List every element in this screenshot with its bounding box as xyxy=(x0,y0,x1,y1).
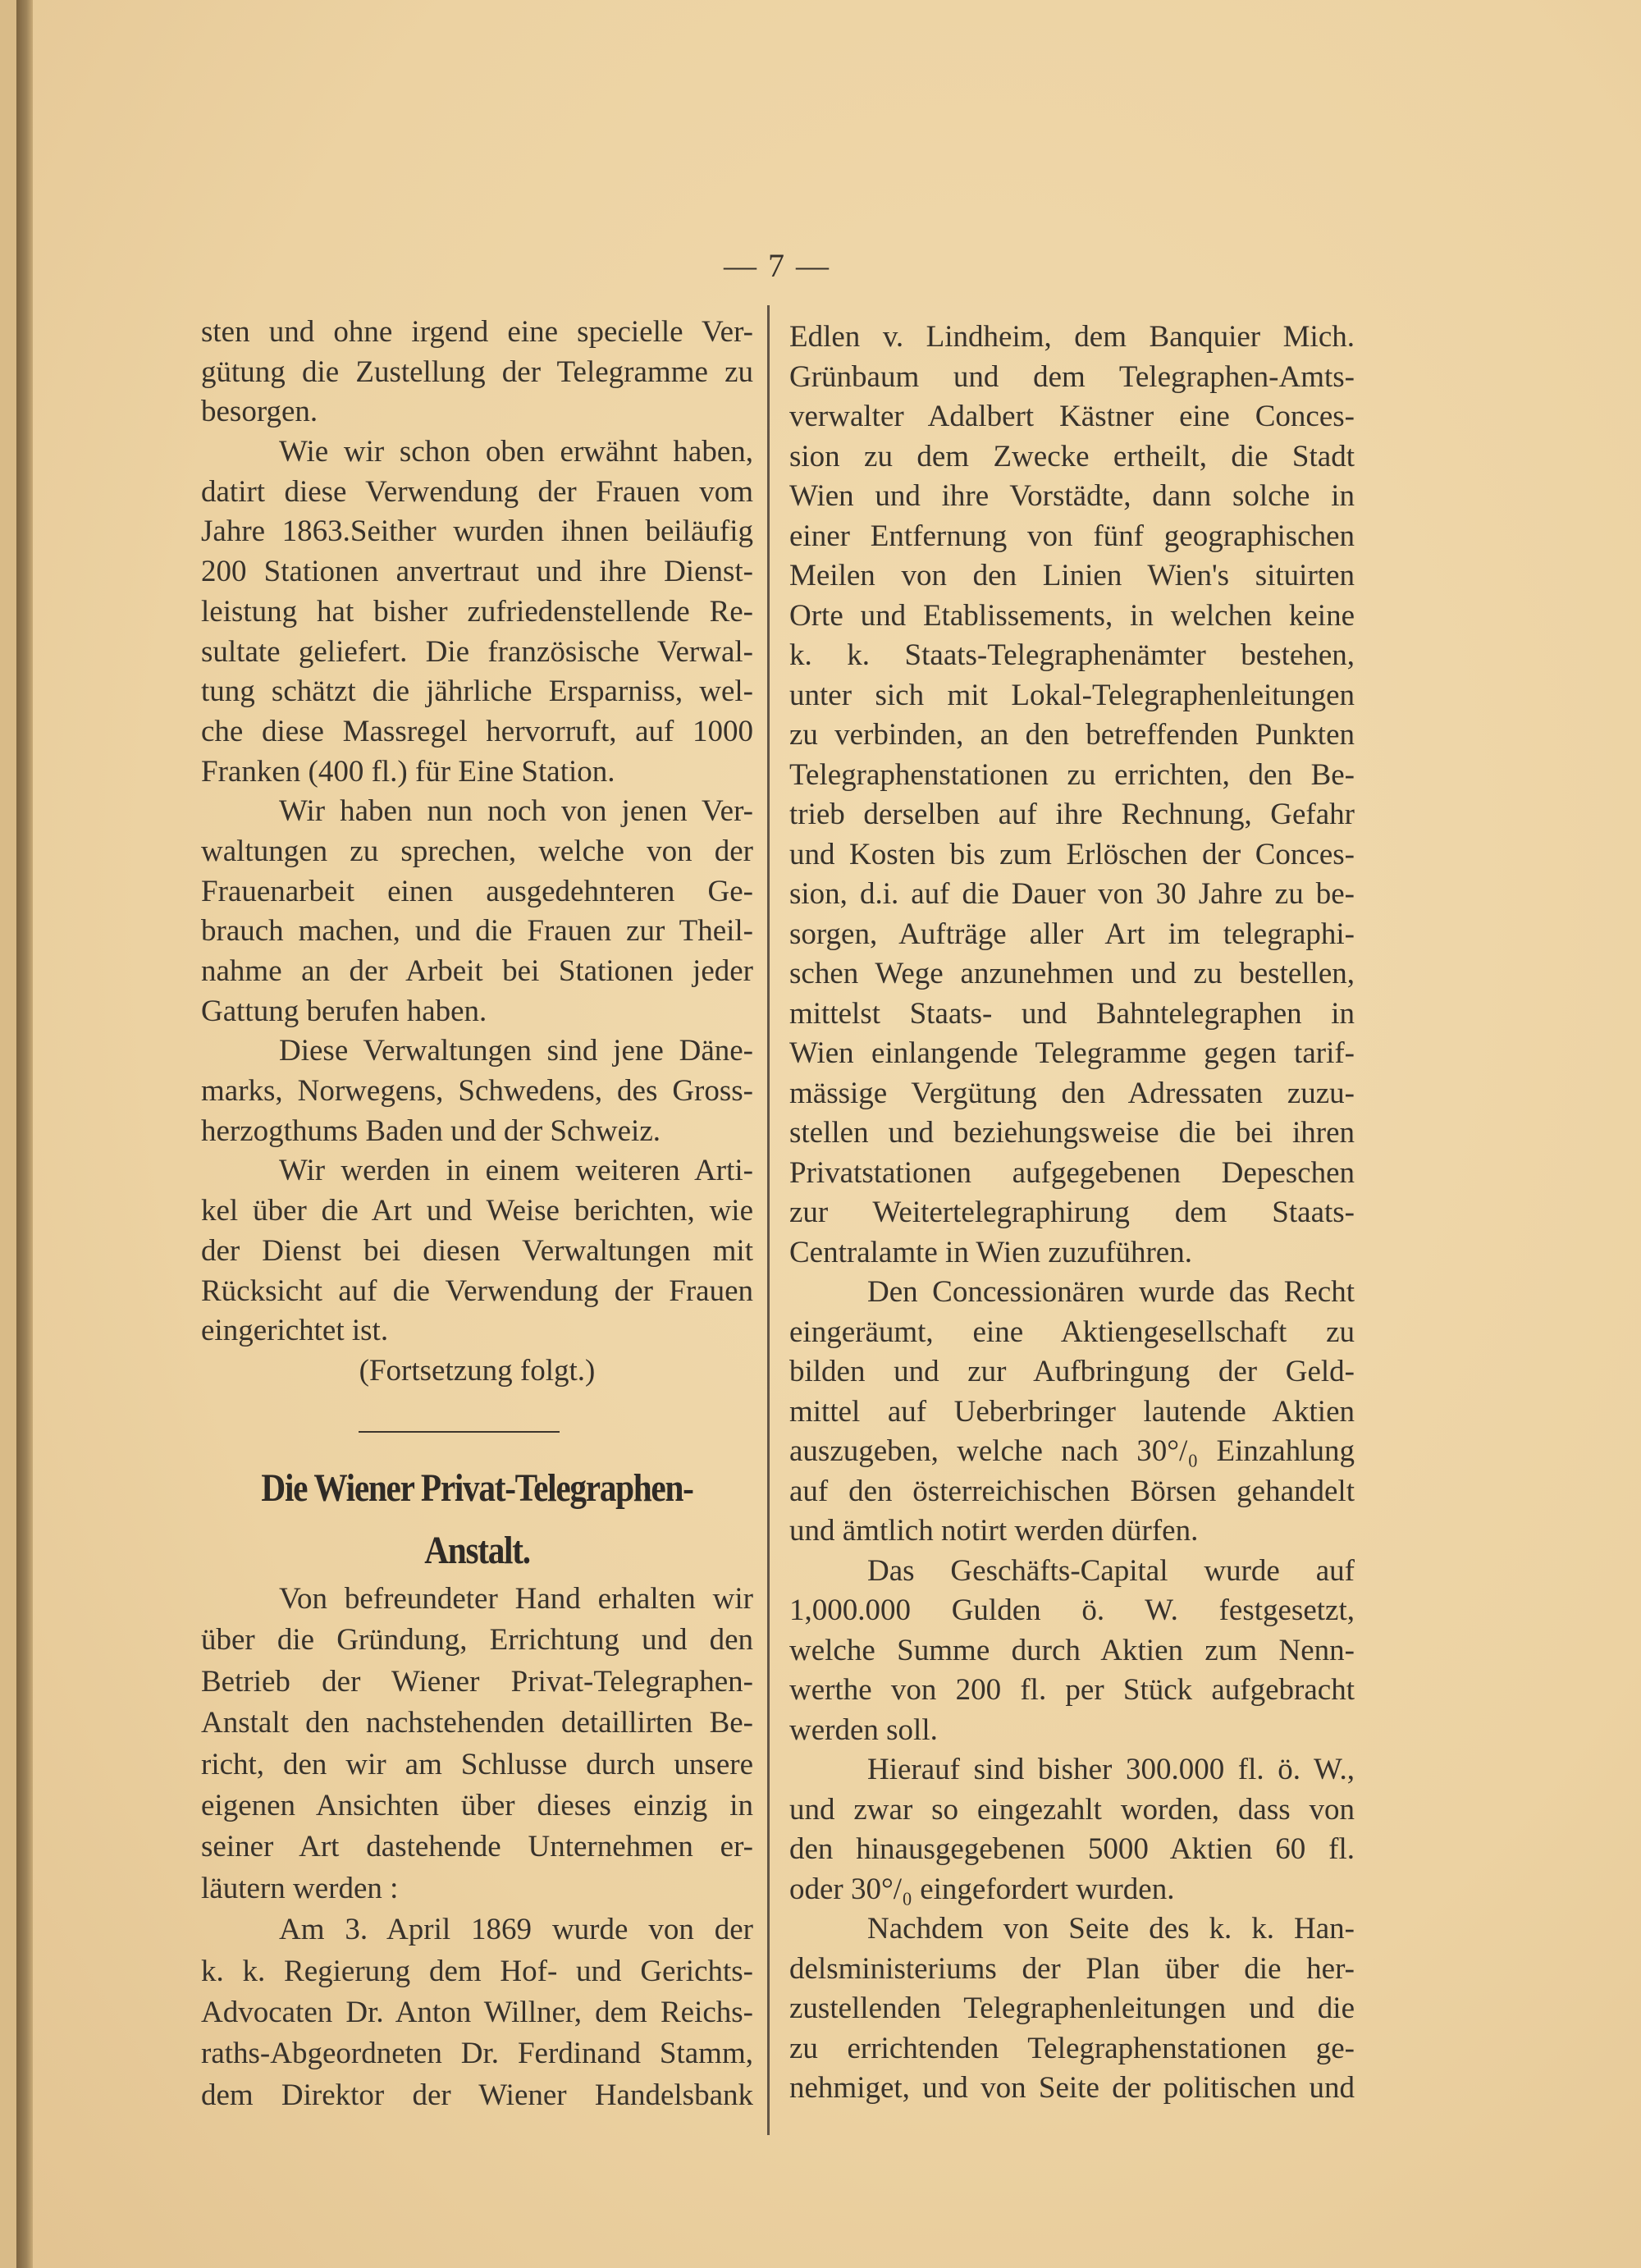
text-line: che diese Massregel hervorruft, auf 1000 xyxy=(201,714,753,748)
text-line: Frauenarbeit einen ausgedehnteren Ge- xyxy=(201,874,753,908)
page-number: — 7 — xyxy=(724,247,830,284)
text-line: sorgen, Aufträge aller Art im telegraphi- xyxy=(789,917,1355,951)
text-line: delsministeriums der Plan über die her- xyxy=(789,1951,1355,1986)
text-line: Das Geschäfts-Capital wurde auf xyxy=(867,1553,1355,1588)
text-line: unter sich mit Lokal-Telegraphenleitungen xyxy=(789,678,1355,712)
text-line: stellen und beziehungsweise die bei ihren xyxy=(789,1116,1355,1150)
text-line: bilden und zur Aufbringung der Geld- xyxy=(789,1355,1355,1388)
text-line: mittel auf Ueberbringer lautende Aktien xyxy=(789,1394,1355,1429)
text-line: den hinausgegebenen 5000 Aktien 60 fl. xyxy=(789,1832,1355,1866)
text-line: eingeräumt, eine Aktiengesellschaft zu xyxy=(789,1315,1355,1349)
text-line: verwalter Adalbert Kästner eine Conces- xyxy=(789,400,1355,433)
text-line: Grünbaum und dem Telegraphen-Amts- xyxy=(789,359,1355,394)
text-line: eigenen Ansichten über dieses einzig in xyxy=(201,1788,753,1822)
text-line: Rücksicht auf die Verwendung der Frauen xyxy=(201,1273,753,1308)
text-line: mässige Vergütung den Adressaten zuzu- xyxy=(789,1076,1355,1110)
continuation-note: (Fortsetzung folgt.) xyxy=(359,1353,596,1388)
text-line: Meilen von den Linien Wien's situirten xyxy=(789,559,1355,592)
text-line: eingerichtet ist. xyxy=(201,1314,389,1348)
text-line: Den Concessionären wurde das Recht xyxy=(867,1275,1355,1309)
text-line: Am 3. April 1869 wurde von der xyxy=(279,1913,753,1947)
text-line: richt, den wir am Schlusse durch unsere xyxy=(201,1747,753,1781)
text-line: 200 Stationen anvertraut und ihre Dienst- xyxy=(201,555,753,589)
text-line: läutern werden : xyxy=(201,1871,399,1905)
text-line: waltungen zu sprechen, welche von der xyxy=(201,834,753,868)
text-line: datirt diese Verwendung der Frauen vom xyxy=(201,474,753,509)
text-line: Von befreundeter Hand erhalten wir xyxy=(279,1582,753,1616)
text-line: und zwar so eingezahlt worden, dass von xyxy=(789,1792,1355,1827)
text-line: einer Entfernung von fünf geographischen xyxy=(789,519,1355,553)
section-divider-rule xyxy=(359,1431,560,1433)
text-line: Wien und ihre Vorstädte, dann solche in xyxy=(789,479,1355,513)
text-line: welche Summe durch Aktien zum Nenn- xyxy=(789,1633,1355,1667)
text-line: raths-Abgeordneten Dr. Ferdinand Stamm, xyxy=(201,2037,753,2071)
text-line: Jahre 1863.Seither wurden ihnen beiläufig xyxy=(201,514,753,549)
text-line: nehmiget, und von Seite der politischen und xyxy=(789,2071,1355,2105)
text-line: zur Weitertelegraphirung dem Staats- xyxy=(789,1196,1355,1229)
text-line: 1,000.000 Gulden ö. W. festgesetzt, xyxy=(789,1594,1355,1627)
text-line: kel über die Art und Weise berichten, wie xyxy=(201,1194,753,1228)
text-line: Wir werden in einem weiteren Arti- xyxy=(279,1154,753,1188)
text-line: schen Wege anzunehmen und zu bestellen, xyxy=(789,957,1355,990)
text-line: Gattung berufen haben. xyxy=(201,994,487,1028)
text-line: mittelst Staats- und Bahntelegraphen in xyxy=(789,996,1355,1031)
text-line: Edlen v. Lindheim, dem Banquier Mich. xyxy=(789,320,1355,354)
text-line: Telegraphenstationen zu errichten, den Be- xyxy=(789,757,1355,792)
text-line: und ämtlich notirt werden dürfen. xyxy=(789,1514,1199,1548)
text-line: zustellenden Telegraphenleitungen und die xyxy=(789,1991,1355,2025)
text-line: Advocaten Dr. Anton Willner, dem Reichs- xyxy=(201,1995,753,2029)
text-line: sion zu dem Zwecke ertheilt, die Stadt xyxy=(789,439,1355,473)
text-line: seiner Art dastehende Unternehmen er- xyxy=(201,1830,753,1864)
text-line: brauch machen, und die Frauen zur Theil- xyxy=(201,914,753,949)
text-line: Nachdem von Seite des k. k. Han- xyxy=(867,1912,1355,1946)
text-line: dem Direktor der Wiener Handelsbank xyxy=(201,2078,753,2112)
binding-strip xyxy=(16,0,33,2268)
text-line: trieb derselben auf ihre Rechnung, Gefahr xyxy=(789,798,1355,831)
text-line: leistung hat bisher zufriedenstellende Re- xyxy=(201,594,753,629)
text-line: auszugeben, welche nach 30°/₀ Einzahlung xyxy=(789,1434,1355,1468)
text-line: Privatstationen aufgegebenen Depeschen xyxy=(789,1155,1355,1190)
text-line: Orte und Etablissements, in welchen keine xyxy=(789,598,1355,633)
article-heading-line2: Anstalt. xyxy=(424,1529,530,1572)
text-line: sten und ohne irgend eine specielle Ver- xyxy=(201,315,753,349)
text-line: werden soll. xyxy=(789,1712,938,1747)
text-line: werthe von 200 fl. per Stück aufgebracht xyxy=(789,1673,1355,1707)
text-line: zu errichtenden Telegraphenstationen ge- xyxy=(789,2031,1355,2065)
text-line: Diese Verwaltungen sind jene Däne- xyxy=(279,1034,753,1068)
text-line: tung schätzt die jährliche Ersparniss, wel- xyxy=(201,674,753,709)
text-line: über die Gründung, Errichtung und den xyxy=(201,1623,753,1658)
text-line: Hierauf sind bisher 300.000 fl. ö. W., xyxy=(867,1753,1355,1786)
text-line: auf den österreichischen Börsen gehandelt xyxy=(789,1474,1355,1508)
text-line: Wir haben nun noch von jenen Ver- xyxy=(279,794,753,829)
text-line: k. k. Staats-Telegraphenämter bestehen, xyxy=(789,638,1355,672)
text-line: Anstalt den nachstehenden detaillirten Be- xyxy=(201,1706,753,1740)
text-line: Wie wir schon oben erwähnt haben, xyxy=(279,435,753,469)
article-body-left xyxy=(201,1579,753,2116)
text-line: Franken (400 fl.) für Eine Station. xyxy=(201,754,615,789)
left-column-text xyxy=(201,313,753,1392)
text-line: sultate geliefert. Die französische Verwal- xyxy=(201,634,753,669)
text-line: nahme an der Arbeit bei Stationen jeder xyxy=(201,954,753,988)
text-line: Centralamte in Wien zuzuführen. xyxy=(789,1235,1192,1269)
text-line: herzogthums Baden und der Schweiz. xyxy=(201,1113,661,1148)
text-line: der Dienst bei diesen Verwaltungen mit xyxy=(201,1233,753,1268)
text-line: k. k. Regierung dem Hof- und Gerichts- xyxy=(201,1954,753,1988)
text-line: sion, d.i. auf die Dauer von 30 Jahre zu be- xyxy=(789,877,1355,911)
text-line: oder 30°/₀ eingefordert wurden. xyxy=(789,1872,1175,1906)
text-line: und Kosten bis zum Erlöschen der Conces- xyxy=(789,837,1355,871)
right-column-text xyxy=(789,318,1355,2109)
text-line: marks, Norwegens, Schwedens, des Gross- xyxy=(201,1074,753,1109)
article-heading-line1: Die Wiener Privat-Telegraphen- xyxy=(261,1466,693,1510)
text-line: Wien einlangende Telegramme gegen tarif- xyxy=(789,1036,1355,1070)
text-line: Betrieb der Wiener Privat-Telegraphen- xyxy=(201,1664,753,1699)
text-line: zu verbinden, an den betreffenden Punkten xyxy=(789,718,1355,752)
text-line: gütung die Zustellung der Telegramme zu xyxy=(201,354,753,389)
text-line: besorgen. xyxy=(201,395,318,429)
binding-edge xyxy=(0,0,16,2268)
column-divider xyxy=(767,305,770,2135)
